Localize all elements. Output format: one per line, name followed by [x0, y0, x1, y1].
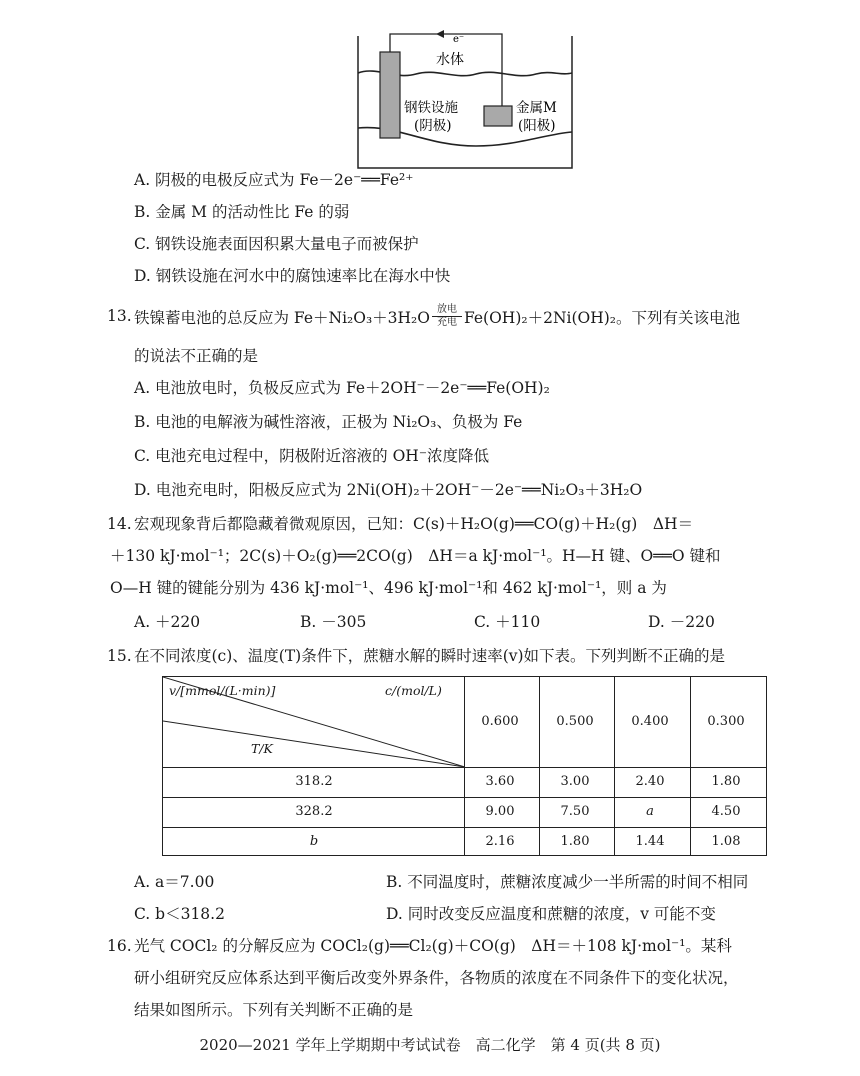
q14-line2: ＋130 kJ·mol⁻¹；2C(s)＋O₂(g)══2CO(g) ΔH＝a kJ·mol⁻¹。H—H 键、O══O 键和	[110, 547, 721, 565]
header-v: v/[mmol/(L·min)]	[169, 683, 276, 698]
table-row-t: 328.2	[295, 804, 333, 819]
steel-facility	[380, 52, 400, 138]
water-label: 水体	[436, 52, 464, 68]
rate-table	[162, 676, 767, 856]
q12-option-d: D. 钢铁设施在河水中的腐蚀速率比在海水中快	[134, 267, 451, 285]
q14-option-a: A. ＋220	[134, 613, 201, 631]
q14-number: 14.	[107, 515, 132, 533]
table-cell: 1.80	[711, 774, 741, 789]
q16-line2: 研小组研究反应体系达到平衡后改变外界条件，各物质的浓度在不同条件下的变化状况，	[134, 969, 739, 987]
steel-label-1: 钢铁设施	[404, 100, 458, 116]
table-cell: 2.16	[485, 834, 515, 849]
q12-option-b: B. 金属 M 的活动性比 Fe 的弱	[134, 203, 350, 221]
q13-arrow-top: 放电	[436, 304, 457, 315]
header-c: c/(mol/L)	[385, 683, 442, 698]
steel-label-2: (阴极)	[414, 118, 452, 134]
table-row-t: b	[309, 834, 319, 849]
conc-header: 0.400	[631, 714, 669, 729]
q16-line3: 结果如图所示。下列有关判断不正确的是	[134, 1001, 414, 1019]
metal-label-2: (阳极)	[518, 118, 556, 134]
electron-label: e⁻	[453, 34, 465, 45]
q13-stem-part2: Fe(OH)₂＋2Ni(OH)₂。下列有关该电池	[463, 308, 740, 327]
q14-line1: 宏观现象背后都隐藏着微观原因，已知：C(s)＋H₂O(g)══CO(g)＋H₂(g) ΔH＝	[134, 515, 694, 533]
table-cell: 7.50	[560, 804, 590, 819]
q14-option-c: C. ＋110	[474, 613, 541, 631]
q15-option-b: B. 不同温度时，蔗糖浓度减少一半所需的时间不相同	[386, 873, 749, 891]
q13-option-a: A. 电池放电时，负极反应式为 Fe＋2OH⁻－2e⁻══Fe(OH)₂	[134, 379, 550, 397]
q13-stem-line2: 的说法不正确的是	[134, 347, 259, 365]
q12-option-c: C. 钢铁设施表面因积累大量电子而被保护	[134, 235, 419, 253]
q13-option-d: D. 电池充电时，阳极反应式为 2Ni(OH)₂＋2OH⁻－2e⁻══Ni₂O₃＋3H₂O	[134, 481, 643, 499]
metal-m-block	[484, 106, 512, 126]
q13-option-b: B. 电池的电解液为碱性溶液，正极为 Ni₂O₃、负极为 Fe	[134, 413, 523, 431]
q13-number: 13.	[107, 307, 132, 325]
q14-option-d: D. －220	[648, 613, 715, 631]
table-cell: 9.00	[485, 804, 515, 819]
q15-option-c: C. b＜318.2	[134, 905, 225, 923]
table-cell: 2.40	[635, 774, 665, 789]
conc-header: 0.600	[481, 714, 519, 729]
q14-option-b: B. －305	[300, 613, 367, 631]
q13-arrow	[432, 305, 462, 328]
page-footer: 2020—2021 学年上学期期中考试试卷 高二化学 第 4 页(共 8 页)	[199, 1036, 661, 1054]
table-cell: 1.44	[635, 834, 665, 849]
metal-label-1: 金属M	[516, 100, 557, 116]
table-cell: 1.08	[711, 834, 741, 849]
q14-line3: O—H 键的键能分别为 436 kJ·mol⁻¹、496 kJ·mol⁻¹和 462 kJ·mol⁻¹，则 a 为	[110, 579, 667, 597]
table-cell: 4.50	[711, 804, 741, 819]
q15-stem: 在不同浓度(c)、温度(T)条件下，蔗糖水解的瞬时速率(v)如下表。下列判断不正确的是	[134, 647, 726, 665]
table-col-divider	[539, 677, 540, 855]
table-row-divider	[163, 797, 766, 798]
table-row-divider	[163, 827, 766, 828]
table-row-divider	[163, 767, 766, 768]
header-t: T/K	[251, 741, 273, 756]
q13-arrow-bottom: 充电	[436, 317, 457, 328]
table-cell: 3.60	[485, 774, 515, 789]
q16-line1: 光气 COCl₂ 的分解反应为 COCl₂(g)══Cl₂(g)＋CO(g) ΔH＝＋108 kJ·mol⁻¹。某科	[134, 937, 732, 955]
q15-number: 15.	[107, 647, 132, 665]
table-cell: a	[646, 804, 654, 819]
electron-arrow-icon	[436, 30, 444, 38]
table-col-divider	[690, 677, 691, 855]
wire	[390, 34, 502, 106]
q13-stem	[134, 306, 740, 329]
q13-option-c: C. 电池充电过程中，阴极附近溶液的 OH⁻浓度降低	[134, 447, 489, 465]
q12-option-a: A. 阴极的电极反应式为 Fe－2e⁻══Fe²⁺	[134, 171, 414, 189]
cathodic-protection-diagram	[356, 28, 574, 173]
table-cell: 1.80	[560, 834, 590, 849]
q15-option-d: D. 同时改变反应温度和蔗糖的浓度，v 可能不变	[386, 905, 716, 923]
q13-stem-part1: 铁镍蓄电池的总反应为 Fe＋Ni₂O₃＋3H₂O	[134, 308, 430, 327]
q15-option-a: A. a＝7.00	[134, 873, 215, 891]
q16-number: 16.	[107, 937, 132, 955]
conc-header: 0.500	[556, 714, 594, 729]
table-col-divider	[464, 677, 465, 855]
conc-header: 0.300	[707, 714, 745, 729]
table-row-t: 318.2	[295, 774, 333, 789]
table-col-divider	[614, 677, 615, 855]
table-cell: 3.00	[560, 774, 590, 789]
